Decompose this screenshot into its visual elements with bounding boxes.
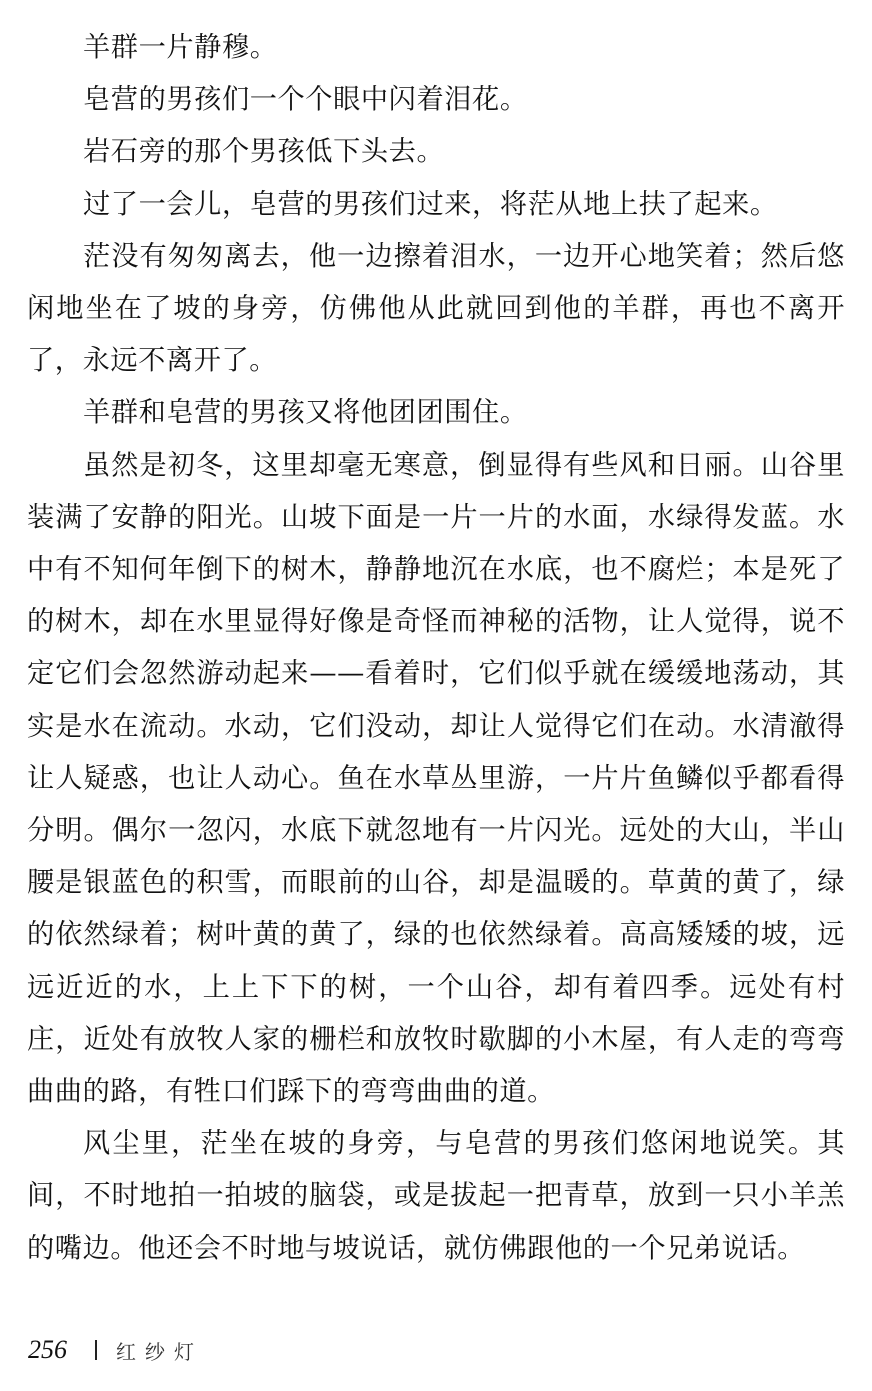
paragraph: 皂营的男孩们一个个眼中闪着泪花。 (83, 84, 528, 116)
paragraph: 过了一会儿，皂营的男孩们过来，将茫从地上扶了起来。 (83, 188, 778, 220)
paragraph: 岩石旁的那个男孩低下头去。 (83, 136, 445, 168)
page-footer (28, 1332, 203, 1368)
paragraph: 羊群一片静穆。 (83, 32, 278, 63)
footer-divider (95, 1340, 97, 1360)
paragraph: 风尘里，茫坐在坡的身旁，与皂营的男孩们悠闲地说笑。其间，不时地拍一拍坡的脑袋，或是拔起一把青草，放到一只小羊羔的嘴边。他还会不时地与坡说话，就仿佛跟他的一个兄弟说话。 (27, 1128, 845, 1264)
book-title: 红纱灯 (116, 1339, 203, 1364)
paragraph: 羊群和皂营的男孩又将他团团围住。 (83, 397, 528, 429)
page-body (27, 22, 845, 1275)
paragraph: 茫没有匆匆离去，他一边擦着泪水，一边开心地笑着；然后悠闲地坐在了坡的身旁，仿佛他从此就回到他的羊群，再也不离开了，永远不离开了。 (27, 240, 845, 377)
page-number: 256 (28, 1335, 67, 1364)
paragraph: 虽然是初冬，这里却毫无寒意，倒显得有些风和日丽。山谷里装满了安静的阳光。山坡下面是一片一片的水面，水绿得发蓝。水中有不知何年倒下的树木，静静地沉在水底，也不腐烂；本是死了的树木，却在水里显得好像是奇怪而神秘的活物，让人觉得，说不定它们会忽然游动起来——看着时，它们似乎就在缓缓地荡动，其实是水在流动。水动，它们没动，却让人觉得它们在动。水清澈得让人疑惑，也让人动心。鱼在水草丛里游，一片片鱼鳞似乎都看得分明。偶尔一忽闪，水底下就忽地有一片闪光。远处的大山，半山腰是银蓝色的积雪，而眼前的山谷，却是温暖的。草黄的黄了，绿的依然绿着；树叶黄的黄了，绿的也依然绿着。高高矮矮的坡，远远近近的水，上上下下的树，一个山谷，却有着四季。远处有村庄，近处有放牧人家的栅栏和放牧时歇脚的小木屋，有人走的弯弯曲曲的路，有牲口们踩下的弯弯曲曲的道。 (27, 449, 845, 1108)
